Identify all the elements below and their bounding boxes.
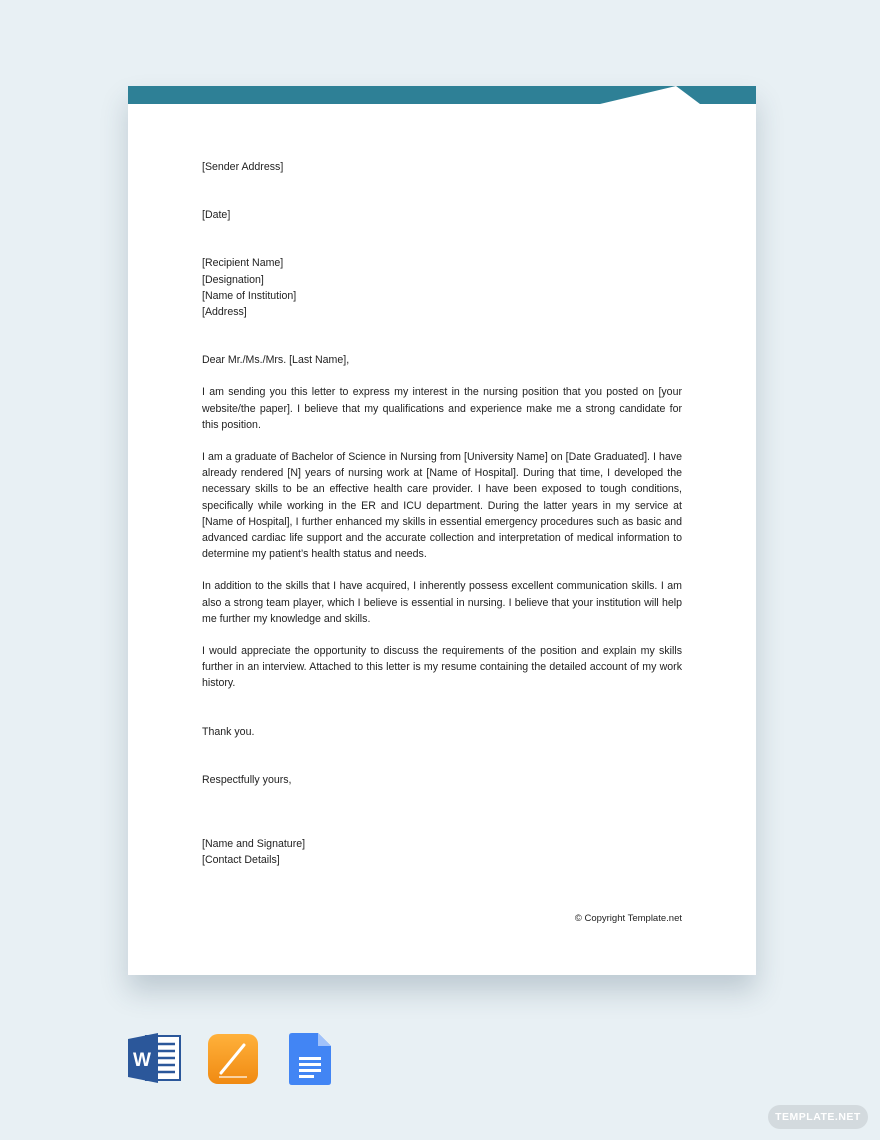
paragraph-skills: In addition to the skills that I have acquired, I inherently possess excellent communication skills. I am also a strong team player, which I believe is essential in nursing. I believe that your institution will help me further my knowledge and skills. [202,580,682,625]
copyright-notice: © Copyright Template.net [574,913,682,924]
thanks-line: Thank you. [202,725,255,738]
recipient-address: [Address] [202,306,247,319]
word-letter: W [133,1050,151,1071]
google-docs-icon[interactable] [289,1033,331,1085]
letter-page [128,86,756,975]
signature-name: [Name and Signature] [202,838,306,851]
template-net-watermark: TEMPLATE.NET [768,1105,868,1129]
paragraph-interest: I am sending you this letter to express my interest in the nursing position that you posted on [your website/the paper]. I believe that my qualifications and experience make me a strong candidate for this position. [202,386,682,431]
paragraph-interview: I would appreciate the opportunity to discuss the requirements of the position and explain my skills further in an interview. Attached to this letter is my resume containing the detailed account of my work history. [202,645,682,690]
header-banner [128,86,756,104]
recipient-block [202,255,682,320]
pages-icon[interactable] [207,1033,259,1085]
closing-line: Respectfully yours, [202,773,292,786]
letter-body [202,159,682,868]
paragraph-experience: I am a graduate of Bachelor of Science in Nursing from [University Name] on [Date Graduated]. I have already rendered [N] years of nursing work at [Name of Hospital]. During that time, I developed the necessary skills to be an effective health care provider. I have been exposed to tough conditions, specifically while working in the ER and ICU department. During the latter years in my service at [Name of Hospital], I further enhanced my skills in essential emergency procedures such as basic and advanced cardiac life support and the accurate collection and interpretation of medical information to determine my patient’s health status and needs. [202,451,682,561]
recipient-institution: [Name of Institution] [202,289,297,302]
recipient-designation: [Designation] [202,273,264,286]
letter-date: [Date] [202,209,231,222]
sender-address: [Sender Address] [202,161,284,173]
signature-contact: [Contact Details] [202,854,280,867]
recipient-name: [Recipient Name] [202,257,284,270]
word-icon[interactable] [128,1033,182,1083]
salutation: Dear Mr./Ms./Mrs. [Last Name], [202,354,350,367]
